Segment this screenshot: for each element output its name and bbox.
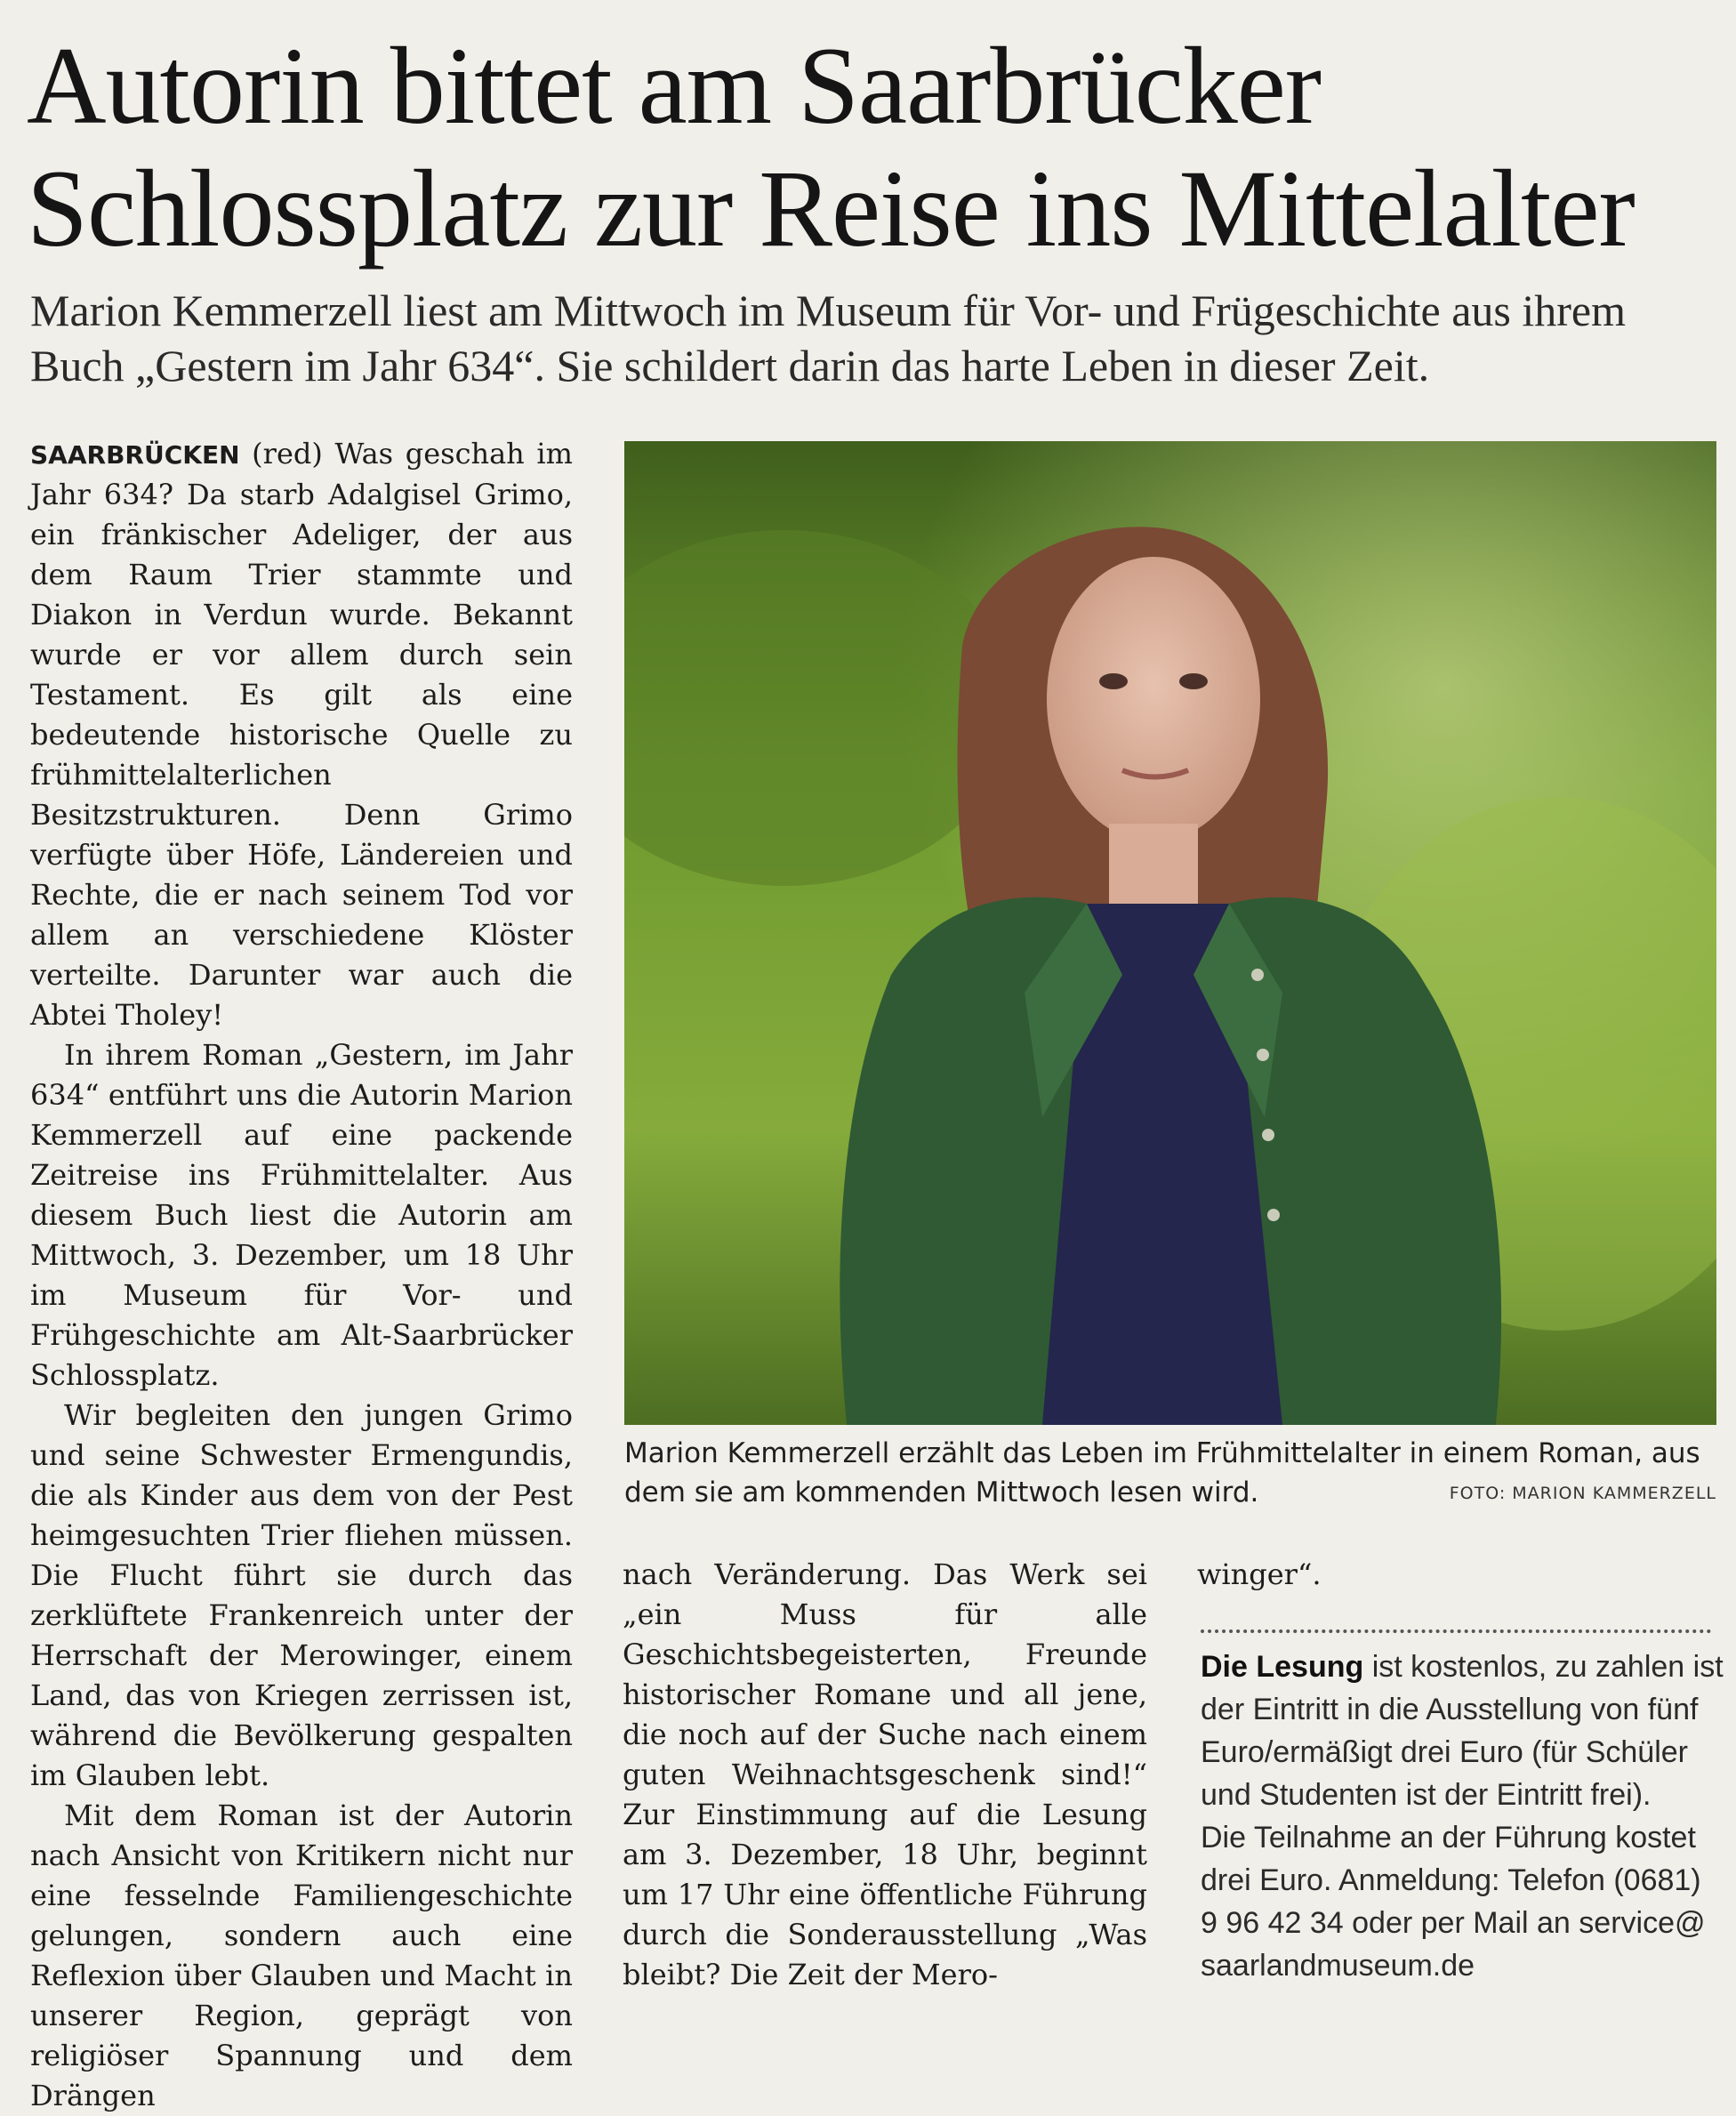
info-line: Die Teilnahme an der Führung kostet bbox=[1201, 1821, 1696, 1855]
dateline: SAARBRÜCKEN bbox=[30, 440, 240, 470]
info-link[interactable]: saarlandmuseum.de bbox=[1201, 1949, 1475, 1983]
article-column-2 bbox=[623, 1555, 1147, 1995]
paragraph-1-text: (red) Was geschah im Jahr 634? Da starb Adalgisel Grimo, ein fränkischer Adeliger, der aus dem Raum Trier stammte und Diakon in Verdun wurde. Bekannt wurde er vor allem durch sein Testament. Es gilt als eine bedeutende historische Quelle zu frühmittelalterlichen Besitzstrukturen. Denn Grimo verfügte über Höfe, Ländereien und Rechte, die er nach seinem Tod vor allem an verschiedene Klöster verteilte. Darunter war auch die Abtei Tholey! bbox=[30, 437, 574, 1032]
author-photo-image bbox=[624, 441, 1716, 1425]
info-line bbox=[1201, 1645, 1724, 1688]
paragraph-3: Wir begleiten den jungen Grimo und seine Schwester Ermengundis, die als Kinder aus dem von der Pest heimgesuchten Trier fliehen müssen. Die Flucht führt sie durch das zerklüftete Frankenreich unter der Herrschaft der Merowinger, einem Land, das von Kriegen zerrissen ist, während die Bevölkerung gespalten im Glauben lebt. bbox=[30, 1398, 573, 1792]
info-lead: Die Lesung bbox=[1201, 1650, 1364, 1684]
info-line: Euro/ermäßigt drei Euro (für Schüler bbox=[1201, 1735, 1688, 1769]
paragraph-1 bbox=[30, 434, 573, 1035]
article-column-1 bbox=[30, 434, 573, 2116]
photo-credit: FOTO: MARION KAMMERZELL bbox=[1449, 1484, 1716, 1503]
info-line: und Studenten ist der Eintritt frei). bbox=[1201, 1778, 1652, 1812]
paragraph-5: nach Veränderung. Das Werk sei „ein Muss für alle Geschichtsbegeisterten, Freunde historischer Romane und all jene, die noch auf der Suche nach einem guten Weihnachtsgeschenk sind!“ Zur Einstimmung auf die Lesung am 3. Dezember, 18 Uhr, beginnt um 17 Uhr eine öffentliche Führung durch die Sonderausstellung „Was bleibt? Die Zeit der Mero- bbox=[623, 1557, 1147, 1991]
info-line-text: ist kostenlos, zu zahlen ist bbox=[1363, 1650, 1724, 1684]
paragraph-6: winger“. bbox=[1197, 1557, 1322, 1591]
article-column-3 bbox=[1197, 1555, 1711, 1595]
photo-caption: Marion Kemmerzell erzählt das Leben im Frühmittelalter in einem Roman, aus dem sie am kommenden Mittwoch lesen wird. bbox=[624, 1437, 1700, 1509]
paragraph-2: In ihrem Roman „Gestern, im Jahr 634“ entführt uns die Autorin Marion Kemmerzell auf eine packende Zeitreise ins Frühmittelalter. Aus diesem Buch liest die Autorin am Mittwoch, 3. Dezember, um 18 Uhr im Museum für Vor- und Frühgeschichte am Alt-Saarbrücker Schlossplatz. bbox=[30, 1038, 573, 1392]
paragraph-4: Mit dem Roman ist der Autorin nach Ansicht von Kritikern nicht nur eine fesselnde Familiengeschichte gelungen, sondern auch eine Reflexion über Glauben und Macht in unserer Region, geprägt von religiöser Spannung und dem Drängen bbox=[30, 1798, 573, 2112]
info-line: 9 96 42 34 oder per Mail an service@ bbox=[1201, 1906, 1706, 1940]
info-box bbox=[1201, 1629, 1724, 1987]
info-line: der Eintritt in die Ausstellung von fünf bbox=[1201, 1693, 1699, 1726]
subheadline: Marion Kemmerzell liest am Mittwoch im Museum für Vor- und Frügeschichte aus ihrem Buch „Gestern im Jahr 634“. Sie schildert darin das harte Leben in dieser Zeit. bbox=[30, 286, 1627, 390]
info-line: drei Euro. Anmeldung: Telefon (0681) bbox=[1201, 1863, 1701, 1897]
headline: Autorin bittet am Saarbrücker Schlossplatz zur Reise ins Mittelalter bbox=[27, 25, 1635, 270]
author-photo bbox=[624, 441, 1716, 1425]
